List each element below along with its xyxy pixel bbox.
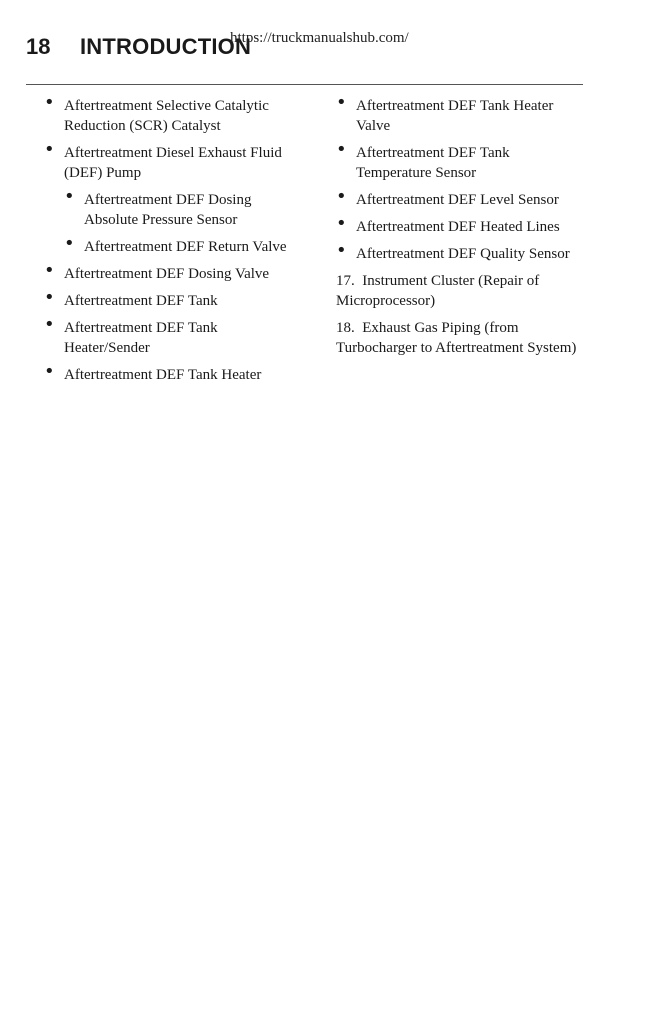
list-item-text: Aftertreatment Diesel Exhaust Fluid (DEF) Pump [64,145,282,181]
list-item [336,92,586,136]
list-item-text: Aftertreatment DEF Return Valve [84,239,287,255]
list-item [336,186,586,210]
bullet-icon: • [64,233,75,254]
list-item [336,240,586,264]
bullet-icon: • [44,287,55,308]
list-item-text: Aftertreatment DEF Quality Sensor [356,246,570,262]
right-column [336,92,586,365]
list-item-text: Aftertreatment DEF Dosing Valve [64,266,270,282]
list-item-text: Aftertreatment DEF Tank Heater/Sender [64,320,218,356]
bullet-icon: • [336,139,347,160]
bullet-icon: • [44,92,55,113]
list-item-text: Aftertreatment Selective Catalytic Reduction (SCR) Catalyst [64,98,269,134]
watermark-url: https://truckmanualshub.com/ [230,30,409,46]
list-item-text: Aftertreatment DEF Dosing Absolute Pressure Sensor [84,192,252,228]
list-item [44,361,304,385]
list-item [44,287,304,311]
bullet-icon: • [44,314,55,335]
sub-list-item [64,233,304,257]
bullet-icon: • [44,260,55,281]
bullet-icon: • [336,92,347,113]
list-item [336,139,586,183]
bullet-icon: • [336,213,347,234]
list-item-text: Aftertreatment DEF Level Sensor [356,192,559,208]
numbered-item-17: 17. Instrument Cluster (Repair of Microprocessor) [336,273,544,309]
sub-list-item [64,186,304,230]
chapter-title: INTRODUCTION [80,34,252,59]
bullet-icon: • [44,361,55,382]
page-header [26,30,586,64]
bullet-icon: • [64,186,75,207]
list-item [336,213,586,237]
list-item [44,314,304,358]
list-item [44,92,304,136]
header-divider [26,84,583,85]
list-item-text: Aftertreatment DEF Heated Lines [356,219,560,235]
bullet-icon: • [336,186,347,207]
left-column [44,92,304,392]
list-item-text: Aftertreatment DEF Tank [64,293,218,309]
list-item-text: Aftertreatment DEF Tank Temperature Sensor [356,145,510,181]
list-item [44,260,304,284]
numbered-item-18: 18. Exhaust Gas Piping (from Turbocharger to Aftertreatment System) [336,320,577,356]
list-item [44,139,304,183]
bullet-icon: • [336,240,347,261]
list-item-text: Aftertreatment DEF Tank Heater [64,367,262,383]
bullet-icon: • [44,139,55,160]
page-number: 18 [26,34,51,59]
list-item-text: Aftertreatment DEF Tank Heater Valve [356,98,554,134]
